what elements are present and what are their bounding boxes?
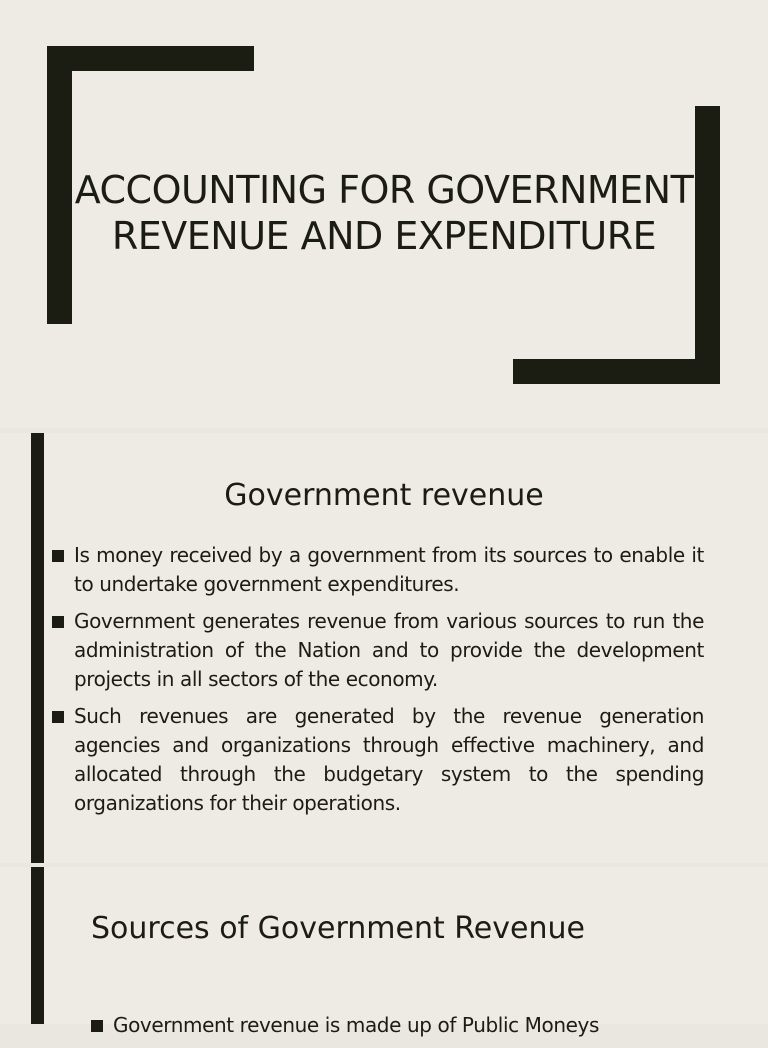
title-line-1: ACCOUNTING FOR GOVERNMENT	[74, 168, 694, 213]
presentation-title	[70, 167, 698, 259]
list-item	[91, 1011, 711, 1040]
slide-heading: Sources of Government Revenue	[91, 911, 585, 946]
square-bullet-icon	[52, 711, 64, 723]
bullet-list	[52, 541, 704, 826]
frame-bracket-top-left-vertical	[47, 46, 72, 324]
square-bullet-icon	[52, 550, 64, 562]
title-slide	[0, 0, 768, 428]
square-bullet-icon	[91, 1020, 103, 1032]
sources-of-revenue-slide	[0, 867, 768, 1037]
list-item	[52, 541, 704, 599]
square-bullet-icon	[52, 616, 64, 628]
frame-bracket-bottom-right-horizontal	[513, 359, 720, 384]
list-item	[52, 607, 704, 694]
list-item-text: Such revenues are generated by the revenue generation agencies and organizations through effective machinery, and allocated through the budgetary system to the spending organizations for their operations.	[74, 704, 704, 815]
frame-bracket-top-left-horizontal	[47, 46, 254, 71]
title-line-2: REVENUE AND EXPENDITURE	[111, 214, 657, 259]
list-item	[52, 702, 704, 818]
list-item-text: Government revenue is made up of Public Moneys	[113, 1013, 599, 1037]
slide-heading: Government revenue	[224, 478, 544, 513]
left-accent-bar	[31, 867, 44, 1024]
list-item-text: Government generates revenue from various sources to run the administration of the Nation and to provide the development projects in all sectors of the economy.	[74, 609, 704, 691]
frame-bracket-bottom-right-vertical	[695, 106, 720, 384]
list-item-text: Is money received by a government from its sources to enable it to undertake government expenditures.	[74, 543, 704, 596]
bullet-list	[91, 1011, 711, 1048]
government-revenue-slide	[0, 433, 768, 863]
